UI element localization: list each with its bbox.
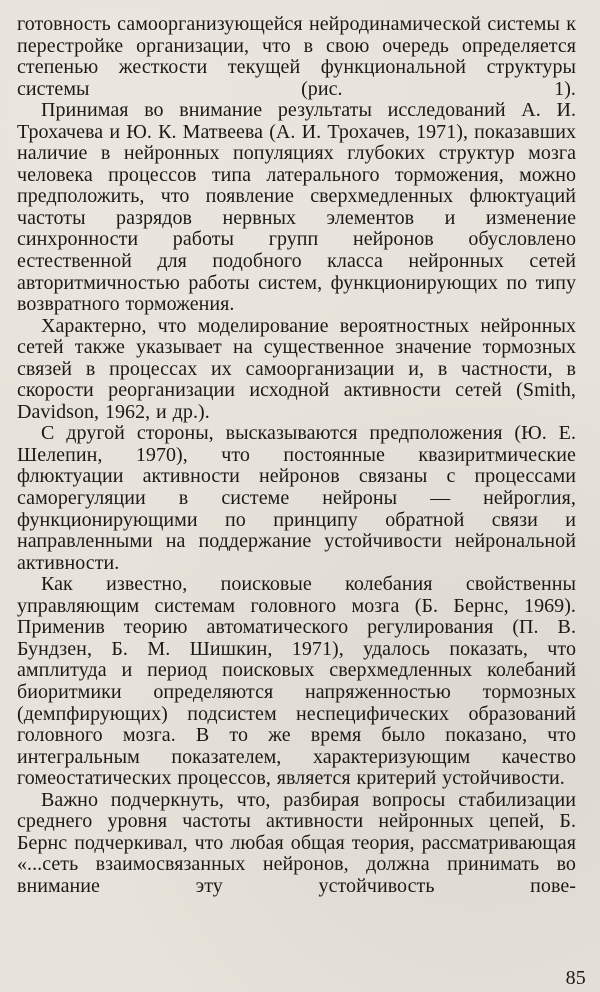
paragraph-5: Как известно, поисковые колебания свойственны управляющим системам головного мозга (Б. Бернс, 1969). Применив теорию автоматического регулирования (П. В. Бундзен, Б. М. Шишкин, 1971), удалось показать, что амплитуда и период поисковых сверхмедленных колебаний биоритмики определяются напряженностью тормозных (демпфирующих) подсистем неспецифических образований головного мозга. В то же время было показано, что интегральным показателем, характеризующим качество гомеостатических процессов, является критерий устойчивости. bbox=[17, 573, 576, 790]
paragraph-2: Принимая во внимание результаты исследований А. И. Трохачева и Ю. К. Матвеева (А. И. Трохачев, 1971), показавших наличие в нейронных популяциях глубоких структур мозга человека процессов типа латерального торможения, можно предположить, что появление сверхмедленных флюктуаций частоты разрядов нервных элементов и изменение синхронности работы групп нейронов обусловлено естественной для подобного класса нейронных сетей авторитмичностью работы систем, функционирующих по типу возвратного торможения. bbox=[17, 99, 576, 316]
paragraph-1: готовность самоорганизующейся нейродинамической системы к перестройке организации, что в свою очередь определяется степенью жесткости текущей функциональной структуры системы (рис. 1). bbox=[17, 13, 576, 100]
paragraph-6: Важно подчеркнуть, что, разбирая вопросы стабилизации среднего уровня частоты активности нейронных цепей, Б. Бернс подчеркивал, что любая общая теория, рассматривающая «...сеть взаимосвязанных нейронов, должна принимать во внимание эту устойчивость пове- bbox=[17, 788, 576, 897]
paragraph-4: С другой стороны, высказываются предположения (Ю. Е. Шелепин, 1970), что постоянные квазиритмические флюктуации активности нейронов связаны с процессами саморегуляции в системе нейроны — нейроглия, функционирующими по принципу обратной связи и направленными на поддержание устойчивости нейрональной активности. bbox=[17, 422, 576, 574]
text-column bbox=[17, 14, 576, 897]
paragraph-3: Характерно, что моделирование вероятностных нейронных сетей также указывает на существенное значение тормозных связей в процессах их самоорганизации и, в частности, в скорости реорганизации исходной активности сетей (Smith, Davidson, 1962, и др.). bbox=[17, 314, 576, 423]
page-number: 85 bbox=[565, 967, 586, 989]
